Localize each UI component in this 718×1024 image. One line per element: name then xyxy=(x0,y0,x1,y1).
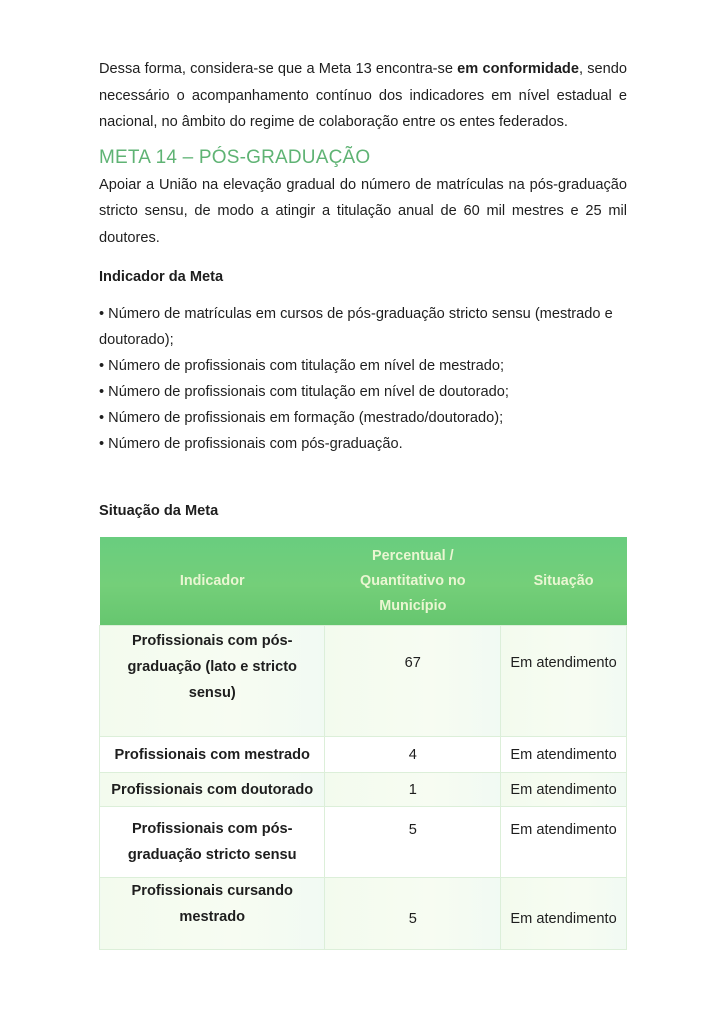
header-percentual: Percentual / Quantitativo no Município xyxy=(325,537,501,626)
cell-indicador: Profissionais com mestrado xyxy=(100,737,325,773)
table-row xyxy=(100,807,627,878)
table-header-row xyxy=(100,537,627,626)
cell-indicador: Profissionais com pós-graduação (lato e stricto sensu) xyxy=(100,626,325,737)
meta-description: Apoiar a União na elevação gradual do número de matrículas na pós-graduação stricto sensu, de modo a atingir a titulação anual de 60 mil mestres e 25 mil doutores. xyxy=(99,176,627,246)
indicador-item: • Número de profissionais com titulação em nível de doutorado; xyxy=(99,384,509,400)
indicador-heading: Indicador da Meta xyxy=(99,269,224,285)
meta-title: META 14 – PÓS-GRADUAÇÃO xyxy=(99,146,371,168)
intro-text-end: , sendo necessário o acompanhamento contínuo dos indicadores em nível estadual e nacional, no âmbito do regime de colaboração entre os entes federados. xyxy=(99,61,627,130)
cell-valor: 4 xyxy=(325,737,501,773)
cell-situacao: Em atendimento xyxy=(501,878,627,950)
header-indicador: Indicador xyxy=(100,537,325,626)
intro-text-start: Dessa forma, considera-se que a Meta 13 encontra-se xyxy=(99,61,458,77)
indicador-list xyxy=(99,301,627,457)
situacao-table xyxy=(99,537,627,950)
cell-situacao: Em atendimento xyxy=(501,773,627,807)
cell-situacao: Em atendimento xyxy=(501,626,627,737)
cell-valor: 1 xyxy=(325,773,501,807)
table-row xyxy=(100,737,627,773)
indicador-item: • Número de profissionais em formação (mestrado/doutorado); xyxy=(99,410,504,426)
table-row xyxy=(100,878,627,950)
situacao-heading: Situação da Meta xyxy=(99,503,219,519)
cell-indicador: Profissionais com pós-graduação stricto sensu xyxy=(100,807,325,878)
cell-valor: 5 xyxy=(325,807,501,878)
table-row xyxy=(100,626,627,737)
intro-paragraph xyxy=(99,56,627,136)
cell-situacao: Em atendimento xyxy=(501,737,627,773)
cell-situacao: Em atendimento xyxy=(501,807,627,878)
cell-valor: 67 xyxy=(325,626,501,737)
document-page xyxy=(99,56,627,950)
indicador-item: • Número de profissionais com pós-graduação. xyxy=(99,436,403,452)
cell-indicador: Profissionais cursando mestrado xyxy=(100,878,325,950)
indicador-item: • Número de matrículas em cursos de pós-graduação stricto sensu (mestrado e doutorado); xyxy=(99,306,613,348)
cell-indicador: Profissionais com doutorado xyxy=(100,773,325,807)
indicador-item: • Número de profissionais com titulação em nível de mestrado; xyxy=(99,358,504,374)
intro-bold-status: em conformidade xyxy=(457,61,579,77)
cell-valor: 5 xyxy=(325,878,501,950)
table-row xyxy=(100,773,627,807)
header-situacao: Situação xyxy=(501,537,627,626)
